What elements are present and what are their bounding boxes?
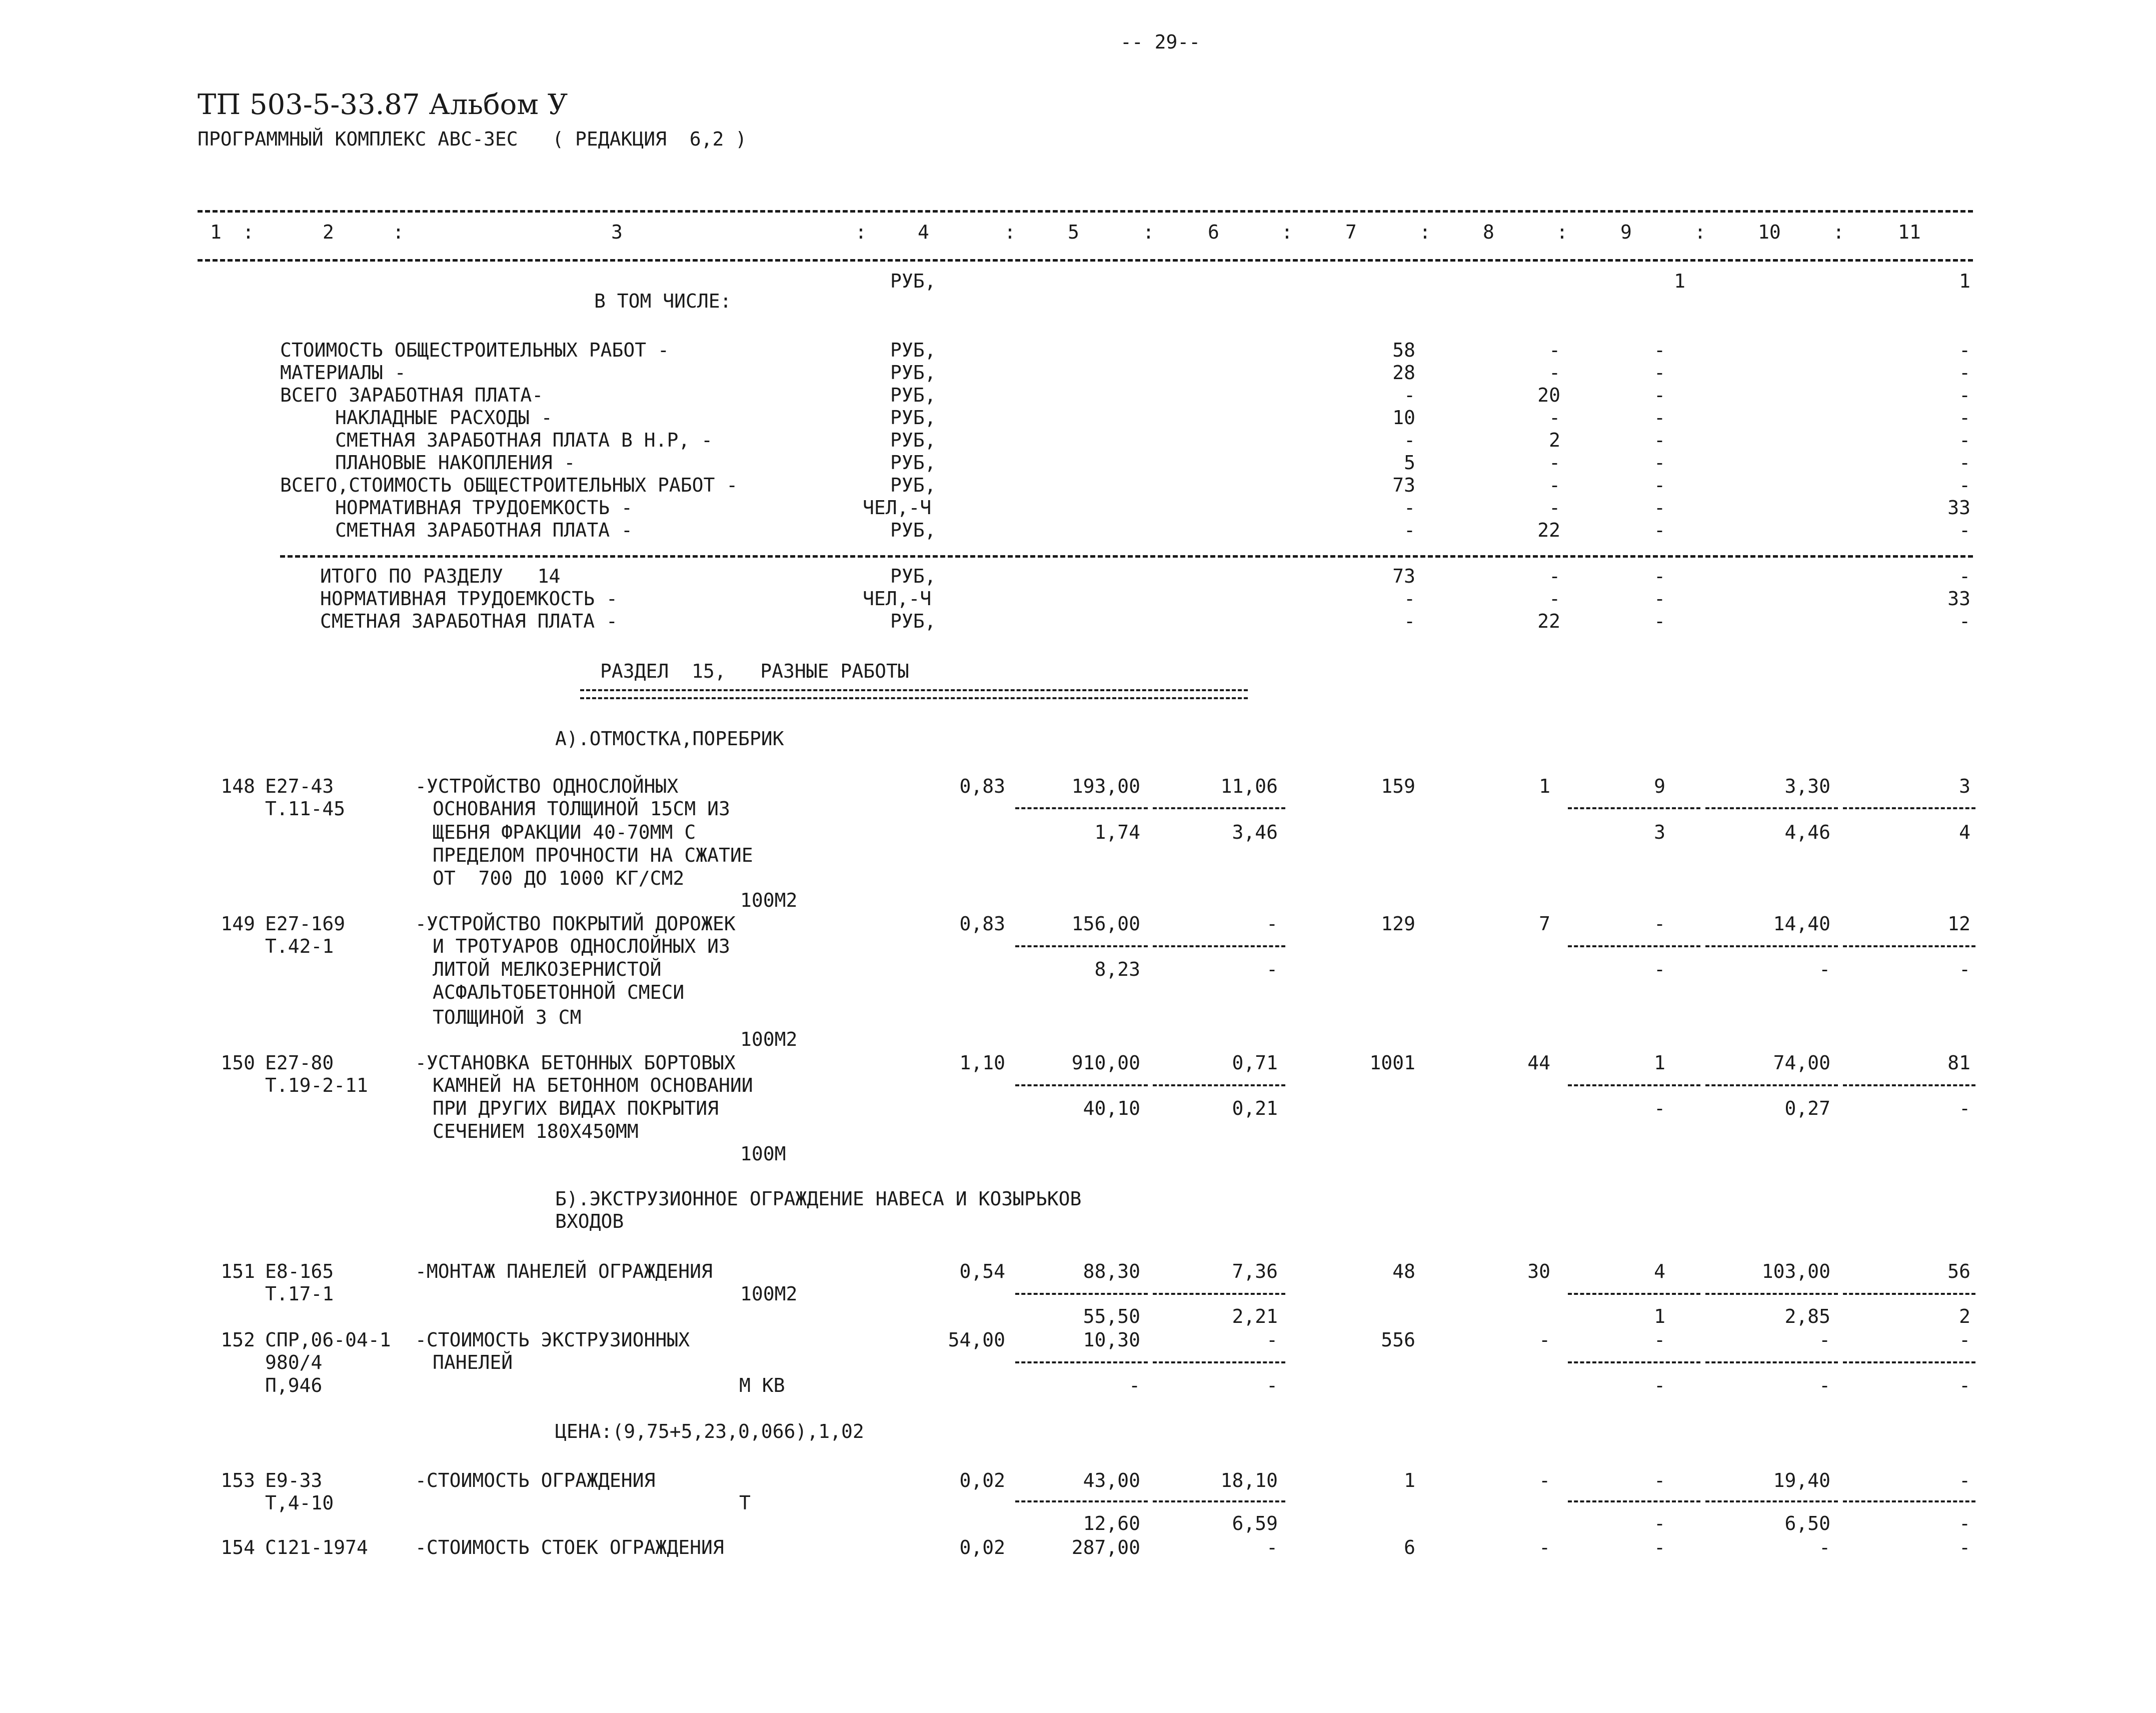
cell-separator [1705,1293,1838,1295]
col-header-6: 6 [1208,221,1219,243]
cell-separator [1568,807,1700,809]
program-line: ПРОГРАММНЫЙ КОМПЛЕКС АВС-ЗЕС ( РЕДАКЦИЯ 6,2 ) [198,128,747,150]
cell-separator [1153,1500,1285,1502]
cell-separator [1015,945,1148,947]
cell-separator [1705,1084,1838,1086]
page-number: -- 29-- [1120,31,1201,53]
cell-separator [1568,1084,1700,1086]
cell-separator [1153,807,1285,809]
cell-separator [1705,1361,1838,1363]
cell-separator [1153,1084,1285,1086]
cell-separator [1843,807,1975,809]
cell-separator [1705,945,1838,947]
price-formula-note: ЦЕНА:(9,75+5,23,0,066),1,02 [555,1420,864,1442]
subsection-b-title-cont: ВХОДОВ [555,1210,624,1232]
cell-separator [1568,1500,1700,1502]
summary-total-c11: 1 [1959,270,1970,292]
col-header-8: 8 [1483,221,1494,243]
divider [198,259,1973,262]
cell-separator [1568,1361,1700,1363]
cell-separator [1015,1361,1148,1363]
col-header-1: 1 [210,221,222,243]
cell-separator [1153,1293,1285,1295]
divider [280,555,1973,558]
col-header-11: 11 [1898,221,1921,243]
cell-separator [1843,1293,1975,1295]
cell-separator [1705,1500,1838,1502]
document-title: ТП 503-5-33.87 Альбом У [198,89,568,121]
cell-separator [1015,1500,1148,1502]
col-header-9: 9 [1620,221,1632,243]
cell-separator [1843,1500,1975,1502]
divider [198,210,1973,213]
cell-separator [1568,945,1700,947]
col-header-2: 2 [323,221,334,243]
summary-total-unit: РУБ, [890,270,936,292]
cell-separator [1015,1293,1148,1295]
subsection-a-title: А).ОТМОСТКА,ПОРЕБРИК [555,728,784,750]
cell-separator [1153,945,1285,947]
cell-separator [1015,807,1148,809]
col-header-4: 4 [918,221,929,243]
subsection-b-title: Б).ЭКСТРУЗИОННОЕ ОГРАЖДЕНИЕ НАВЕСА И КОЗЫРЬКОВ [555,1188,1082,1210]
cell-separator [1843,945,1975,947]
cell-separator [1705,807,1838,809]
col-header-3: 3 [611,221,623,243]
section-title-underline [580,689,1248,699]
col-header-7: 7 [1345,221,1357,243]
cell-separator [1843,1084,1975,1086]
cell-separator [1153,1361,1285,1363]
section-title: РАЗДЕЛ 15, РАЗНЫЕ РАБОТЫ [600,660,909,682]
col-header-5: 5 [1068,221,1079,243]
summary-total-c9: 1 [1674,270,1685,292]
cell-separator [1843,1361,1975,1363]
in-number-label: В ТОМ ЧИСЛЕ: [594,290,732,312]
cell-separator [1015,1084,1148,1086]
cell-separator [1568,1293,1700,1295]
col-header-10: 10 [1758,221,1781,243]
